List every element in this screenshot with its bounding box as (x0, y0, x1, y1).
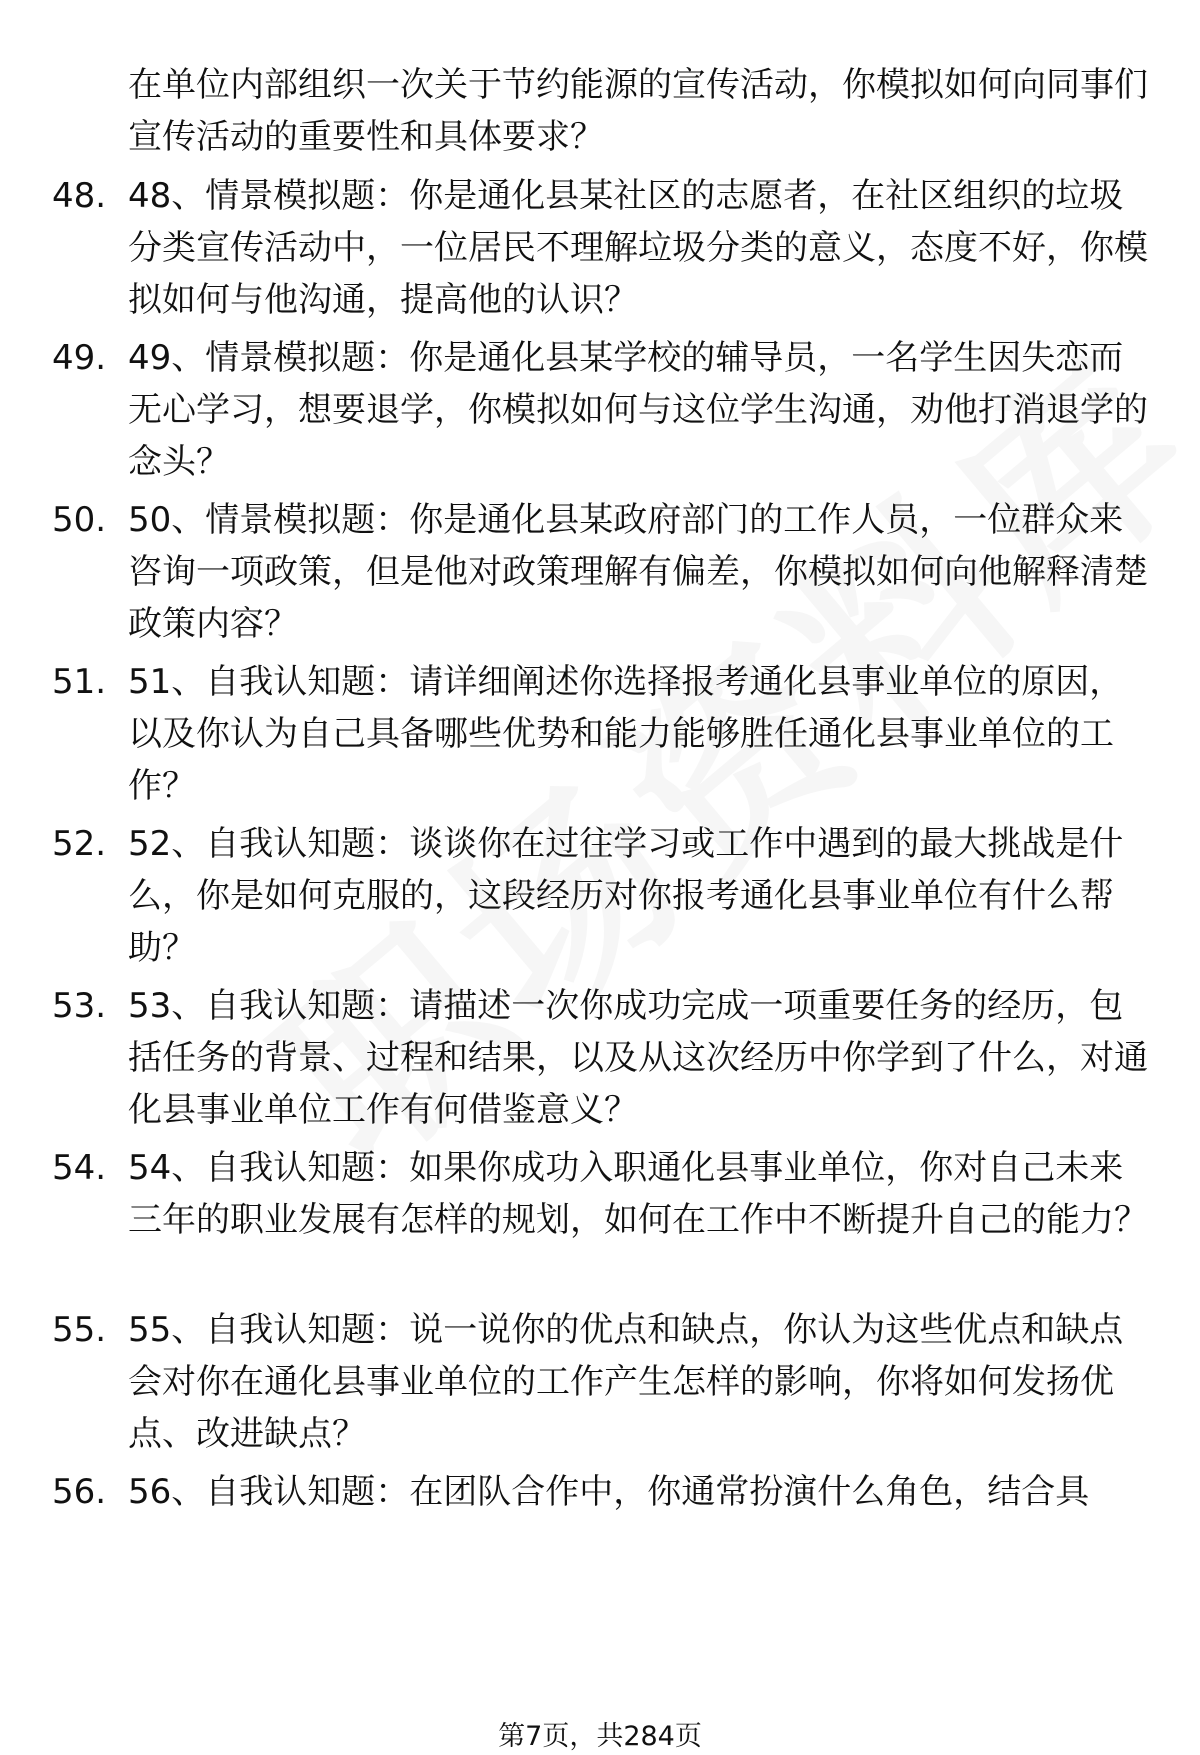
item-number: 56. (52, 1472, 107, 1512)
item-number: 54. (52, 1148, 107, 1188)
item-number: 48. (52, 176, 107, 216)
page-footer: 第7页，共284页 (498, 1721, 702, 1752)
item-number: 53. (52, 986, 107, 1026)
item-text: 56、自我认知题：在团队合作中，你通常扮演什么角色，结合具 (128, 1472, 1090, 1512)
continuation-paragraph: 在单位内部组织一次关于节约能源的宣传活动，你模拟如何向同事们宣传活动的重要性和具体要求？ (128, 65, 1148, 157)
item-number: 50. (52, 500, 107, 540)
item-text: 53、自我认知题：请描述一次你成功完成一项重要任务的经历，包括任务的背景、过程和结果，以及从这次经历中你学到了什么，对通化县事业单位工作有何借鉴意义？ (128, 986, 1148, 1130)
item-text: 55、自我认知题：说一说你的优点和缺点，你认为这些优点和缺点会对你在通化县事业单位的工作产生怎样的影响，你将如何发扬优点、改进缺点？ (128, 1310, 1124, 1454)
item-number: 55. (52, 1310, 107, 1350)
item-number: 51. (52, 662, 107, 702)
item-text: 50、情景模拟题：你是通化县某政府部门的工作人员，一位群众来咨询一项政策，但是他对政策理解有偏差，你模拟如何向他解释清楚政策内容？ (128, 500, 1148, 644)
item-number: 49. (52, 338, 107, 378)
item-text: 49、情景模拟题：你是通化县某学校的辅导员，一名学生因失恋而无心学习，想要退学，你模拟如何与这位学生沟通，劝他打消退学的念头？ (128, 338, 1148, 482)
item-text: 52、自我认知题：谈谈你在过往学习或工作中遇到的最大挑战是什么，你是如何克服的，这段经历对你报考通化县事业单位有什么帮助？ (128, 824, 1124, 968)
item-text: 54、自我认知题：如果你成功入职通化县事业单位，你对自己未来三年的职业发展有怎样的规划，如何在工作中不断提升自己的能力？ (128, 1148, 1148, 1240)
item-text: 51、自我认知题：请详细阐述你选择报考通化县事业单位的原因，以及你认为自己具备哪些优势和能力能够胜任通化县事业单位的工作？ (128, 662, 1124, 806)
item-text: 48、情景模拟题：你是通化县某社区的志愿者，在社区组织的垃圾分类宣传活动中，一位居民不理解垃圾分类的意义，态度不好，你模拟如何与他沟通，提高他的认识？ (128, 176, 1148, 320)
item-number: 52. (52, 824, 107, 864)
